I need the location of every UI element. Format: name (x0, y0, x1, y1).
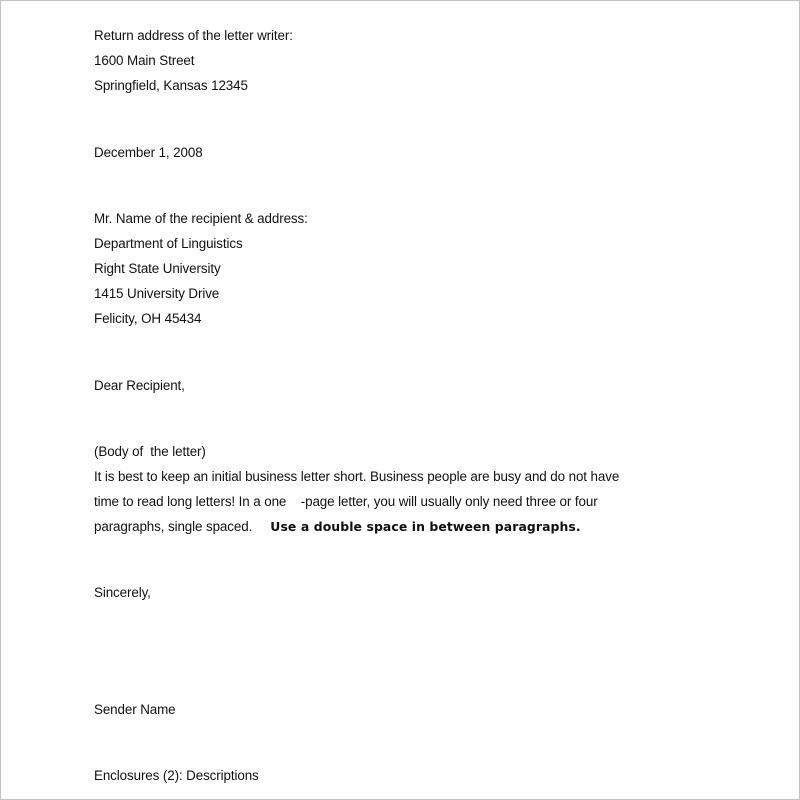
return-address-label: Return address of the letter writer: (94, 28, 293, 43)
body-line-3-text: paragraphs, single spaced. (94, 519, 271, 534)
salutation: Dear Recipient, (94, 378, 185, 393)
enclosures: Enclosures (2): Descriptions (94, 768, 259, 783)
body-line-1: It is best to keep an initial business letter short. Business people are busy and do not have (94, 469, 620, 484)
sender-name: Sender Name (94, 702, 176, 717)
body-line-2: time to read long letters! In a one -page letter, you will usually only need three or four (94, 494, 598, 509)
recipient-label: Mr. Name of the recipient & address: (94, 211, 308, 226)
return-address-street: 1600 Main Street (94, 53, 195, 68)
body-label: (Body of the letter) (94, 444, 206, 459)
closing: Sincerely, (94, 585, 151, 600)
letter-date: December 1, 2008 (94, 145, 203, 160)
body-line-3 (94, 519, 581, 535)
recipient-department: Department of Linguistics (94, 236, 243, 251)
return-address-city: Springfield, Kansas 12345 (94, 78, 248, 93)
double-space-note: Use a double space in between paragraphs. (270, 519, 581, 534)
recipient-institution: Right State University (94, 261, 221, 276)
recipient-street: 1415 University Drive (94, 286, 220, 301)
recipient-city: Felicity, OH 45434 (94, 311, 202, 326)
